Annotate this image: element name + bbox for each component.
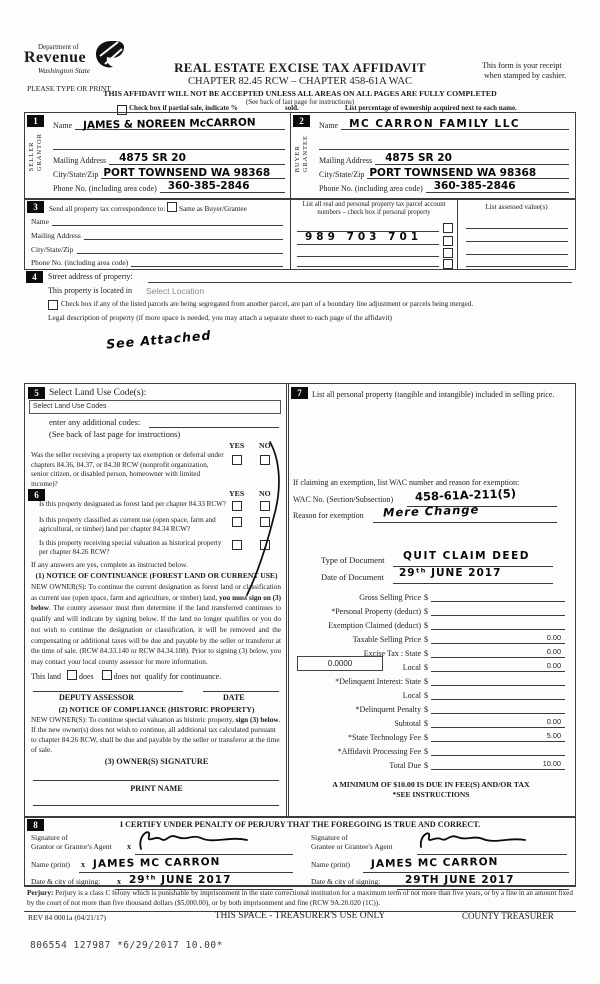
- grantee-sig-label1: Signature of: [311, 833, 348, 842]
- minimum-fee-note: A MINIMUM OF $10.00 IS DUE IN FEE(S) AND/OR TAX: [332, 780, 530, 789]
- compliance-text-post: . If the new owner(s) does not wish to continue, all additional tax calculated pursuant to chapter 84.26 RCW, shall be due and payable by the seller or transferor at the time of sale.: [31, 715, 281, 754]
- grantee-signing-area: [311, 833, 571, 886]
- land-use-dropdown[interactable]: [29, 400, 281, 414]
- buyer-blank-line[interactable]: [319, 148, 569, 150]
- grantor-name-line[interactable]: [79, 871, 293, 873]
- dollar-sign: $: [424, 649, 428, 658]
- parties-box: [24, 112, 576, 200]
- deputy-date-line[interactable]: [203, 690, 279, 692]
- legal-description-value: See Attached: [105, 327, 212, 352]
- current-use-no-checkbox[interactable]: [260, 517, 270, 527]
- subtotal-amount: 0.00: [546, 717, 561, 726]
- state-technology-fee-line[interactable]: [431, 730, 565, 742]
- parcel-personal-checkbox-4[interactable]: [443, 259, 453, 269]
- buyer-city-line[interactable]: [367, 167, 569, 179]
- assessed-line-3[interactable]: [466, 253, 568, 255]
- location-select-dropdown[interactable]: Select Location: [146, 286, 205, 296]
- seller-phone-row: [53, 181, 285, 193]
- deputy-assessor-line[interactable]: [33, 690, 183, 692]
- current-use-yes-checkbox[interactable]: [232, 517, 242, 527]
- grantee-name-value: JAMES MC CARRON: [370, 855, 499, 871]
- grantor-signature: [135, 827, 265, 855]
- send-correspondence-label: Send all property tax correspondence to:: [49, 205, 166, 213]
- seller-blank-line[interactable]: [53, 148, 285, 150]
- owner-signature-line[interactable]: [33, 779, 279, 781]
- grantee-name-line[interactable]: [363, 871, 569, 873]
- historic-yes-checkbox[interactable]: [232, 540, 242, 550]
- property-section: [24, 270, 574, 382]
- perjury-paragraph: [24, 886, 576, 912]
- forest-yes-checkbox[interactable]: [232, 501, 242, 511]
- seller-name-value: JAMES & NOREEN McCARRON: [83, 116, 256, 132]
- corr-city-label: City/State/Zip: [31, 245, 74, 254]
- corr-phone-label: Phone No. (including area code): [31, 258, 129, 267]
- buyer-city-value: PORT TOWNSEND WA 98368: [369, 167, 537, 179]
- land-use-box: [24, 383, 289, 818]
- forest-no-checkbox[interactable]: [260, 501, 270, 511]
- buyer-mailing-line[interactable]: [375, 153, 569, 165]
- personal-property-label: List all personal property (tangible and intangible) included in selling price.: [312, 390, 555, 399]
- street-address-line[interactable]: [148, 281, 572, 283]
- continuance-paragraph: [31, 582, 281, 668]
- legal-description-label: Legal description of property (if more space is needed, you may attach a separate sheet to each page of the affidavit): [48, 313, 392, 322]
- dollar-sign: $: [424, 691, 428, 700]
- compliance-paragraph: [31, 715, 281, 755]
- does-checkbox[interactable]: [67, 670, 77, 680]
- exemption-claimed-label: Exemption Claimed (deduct): [328, 621, 421, 630]
- buyer-name-row: [319, 118, 569, 130]
- grantor-date-value: 29ᵗʰ JUNE 2017: [129, 874, 232, 886]
- buyer-side-label: BUYER: [294, 145, 301, 173]
- seller-city-row: [53, 167, 285, 179]
- seller-phone-value: 360-385-2846: [167, 180, 250, 192]
- seller-city-label: City/State/Zip: [53, 170, 99, 179]
- dollar-sign: $: [424, 635, 428, 644]
- correspondence-box: [24, 198, 576, 270]
- dollar-sign: $: [424, 593, 428, 602]
- taxable-selling-price-label: Taxable Selling Price: [352, 635, 421, 644]
- does-label: does: [79, 672, 94, 681]
- fee-row-total-due: [293, 757, 565, 770]
- grantor-signing-area: [31, 833, 301, 886]
- see-back-note-2: (See back of last page for instructions): [49, 429, 181, 439]
- seller-city-value: PORT TOWNSEND WA 98368: [103, 167, 271, 179]
- form-title: REAL ESTATE EXCISE TAX AFFIDAVIT: [174, 60, 426, 75]
- this-land-label: This land: [31, 672, 61, 681]
- fee-row-delinquent-interest-local: [293, 687, 565, 700]
- section-6-number: 6: [28, 489, 45, 501]
- perjury-lead: Perjury:: [27, 889, 54, 897]
- ownership-note: List percentage of ownership acquired next to each name.: [345, 104, 517, 112]
- delinquent-interest-state-line[interactable]: [431, 674, 565, 686]
- parcel-line-3[interactable]: [297, 255, 439, 257]
- buyer-name-value: MC CARRON FAMILY LLC: [349, 118, 521, 130]
- compliance-text-bold: sign (3) below: [235, 715, 279, 724]
- parcel-personal-checkbox-2[interactable]: [443, 236, 453, 246]
- grantee-sig-label2: Grantee or Grantee's Agent: [311, 842, 393, 851]
- continuance-text-post: . The county assessor must then determine if the land transferred continues to qualify and will indicate by signing below. If the land no longer qualifies or you do not wish to continue the designation or classification, it will be removed and the compensating or additional taxes will be due and payable by the seller or transferor at the time of sale. (RCW 84.33.140 or RCW 84.34.108). Prior to signing (3) below, you may contact your local county assessor for more information.: [31, 604, 281, 666]
- excise-tax-local-amount: 0.00: [546, 661, 561, 670]
- dollar-sign: $: [424, 663, 428, 672]
- no-header-1: NO: [259, 441, 271, 450]
- exemption-reason-value: Mere Change: [382, 502, 480, 520]
- cashier-receipt-stamp: 806554 127987 *6/29/2017 10.00*: [30, 940, 223, 951]
- print-name-line[interactable]: [33, 804, 279, 806]
- receipt-note-line2: when stamped by cashier.: [484, 71, 567, 80]
- fee-row-gross: [293, 589, 565, 602]
- continuance-title: (1) NOTICE OF CONTINUANCE (FOREST LAND OR CURRENT USE): [35, 571, 278, 580]
- seller-phone-label: Phone No. (including area code): [53, 184, 157, 193]
- does-not-checkbox[interactable]: [102, 670, 112, 680]
- grantee-date-value: 29TH JUNE 2017: [405, 874, 515, 886]
- exemption-reason-label: Reason for exemption: [293, 511, 364, 520]
- document-date-label: Date of Document: [321, 572, 384, 582]
- if-yes-note: If any answers are yes, complete as instructed below.: [31, 560, 188, 569]
- compliance-text-pre: NEW OWNER(S): To continue special valuation as historic property,: [31, 715, 236, 724]
- buyer-phone-value: 360-385-2846: [433, 180, 516, 192]
- buyer-city-row: [319, 167, 569, 179]
- assessed-values-header: List assessed value(s): [485, 203, 548, 211]
- perjury-text: Perjury is a class C felony which is punishable by imprisonment in the state correctional institution for a maximum term of not more than five years, or by a fine in an amount fixed by the court of not more than five thousand dollars ($5,000.00), or by both imprisonment and fine (RCW 9A.20.020 (1C)).: [27, 889, 573, 907]
- dept-of-label: Department of: [38, 43, 79, 51]
- parties-divider: [290, 113, 291, 199]
- grantor-side-label: GRANTOR: [36, 133, 43, 172]
- current-use-question: Is this property classified as current use (open space, farm and agricultural, or timber) land per chapter 84.34 RCW?: [39, 516, 216, 533]
- seller-mailing-value: 4875 SR 20: [119, 152, 186, 164]
- compliance-title: (2) NOTICE OF COMPLIANCE (HISTORIC PROPERTY): [58, 705, 255, 714]
- taxable-selling-price-amount: 0.00: [546, 633, 561, 642]
- seller-phone-line[interactable]: [160, 181, 285, 193]
- send-correspondence-row: [49, 202, 247, 213]
- grantor-name-print-label: Name (print): [31, 860, 70, 869]
- buyer-name-label: Name: [319, 121, 339, 130]
- section-7-number: 7: [291, 387, 308, 399]
- corr-city-row: [31, 242, 283, 254]
- corr-mailing-row: [31, 228, 283, 240]
- corr-city-line[interactable]: [77, 242, 284, 254]
- form-revision-number: REV 84 0001a (04/21/17): [28, 913, 106, 922]
- exemption-no-checkbox[interactable]: [260, 455, 270, 465]
- grantee-date-label: Date & city of signing:: [311, 877, 381, 886]
- total-due-amount: 10.00: [542, 759, 561, 768]
- corr-divider-1: [290, 199, 291, 269]
- located-in-label: This property is located in: [48, 286, 132, 295]
- excise-tax-local-line[interactable]: [431, 660, 565, 672]
- qualify-label: qualify for continuance.: [144, 672, 222, 681]
- parcel-personal-checkbox-3[interactable]: [443, 248, 453, 258]
- buyer-mailing-row: [319, 153, 569, 165]
- subtotal-label: Subtotal: [394, 719, 421, 728]
- dollar-sign: $: [424, 761, 428, 770]
- seller-name-label: Name: [53, 121, 73, 130]
- grantor-date-label: Date & city of signing:: [31, 877, 101, 886]
- affidavit-processing-fee-line[interactable]: [431, 744, 565, 756]
- dollar-sign: $: [424, 719, 428, 728]
- delinquent-penalty-line[interactable]: [431, 702, 565, 714]
- historic-no-checkbox[interactable]: [260, 540, 270, 550]
- historic-question: Is this property receiving special valuation as historical property per chapter 84.26 RCW?: [39, 539, 222, 556]
- owner-signature-title: (3) OWNER(S) SIGNATURE: [104, 757, 209, 766]
- fee-row-personal: [293, 603, 565, 616]
- delinquent-interest-local-line[interactable]: [431, 688, 565, 700]
- parcel-personal-checkbox-1[interactable]: [443, 223, 453, 233]
- delinquent-interest-local-label: Local: [402, 691, 421, 700]
- no-header-2: NO: [259, 489, 271, 498]
- grantor-name-value: JAMES MC CARRON: [92, 855, 221, 871]
- section-3-number: 3: [27, 201, 44, 213]
- corr-phone-line[interactable]: [131, 255, 283, 267]
- dollar-sign: $: [424, 621, 428, 630]
- print-name-title: PRINT NAME: [130, 784, 183, 793]
- assessed-line-4[interactable]: [466, 265, 568, 267]
- washington-state-label: Washington State: [38, 66, 91, 75]
- local-rate-value: 0.0000: [327, 659, 353, 668]
- grantee-signature: [417, 827, 537, 855]
- document-date-line[interactable]: [393, 582, 553, 584]
- assessed-line-1[interactable]: [466, 227, 568, 229]
- dollar-sign: $: [424, 607, 428, 616]
- street-address-label: Street address of property:: [48, 272, 133, 281]
- exemption-yes-checkbox[interactable]: [232, 455, 242, 465]
- gross-selling-price-label: Gross Selling Price: [359, 593, 421, 602]
- parcel-numbers-header: List all real and personal property tax parcel account numbers – check box if personal property: [302, 201, 446, 217]
- segregated-label: Check box if any of the listed parcels are being segregated from another parcel, are part of a boundary line adjustment or parcels being merged.: [61, 300, 474, 308]
- grantor-date-x: x: [117, 877, 121, 886]
- affidavit-processing-fee-label: *Affidavit Processing Fee: [337, 747, 421, 756]
- document-date-value: 29ᵗʰ JUNE 2017: [399, 567, 502, 579]
- land-use-title: Select Land Use Code(s):: [49, 388, 147, 398]
- forest-land-question: Is this property designated as forest land per chapter 84.33 RCW?: [39, 500, 226, 508]
- segregated-checkbox[interactable]: [48, 300, 58, 310]
- buyer-mailing-value: 4875 SR 20: [385, 152, 452, 164]
- fee-row-excise-local: [293, 659, 565, 672]
- yes-header-1: YES: [229, 441, 245, 450]
- treasurer-space-label: THIS SPACE - TREASURER'S USE ONLY: [214, 911, 386, 921]
- does-not-label: does not: [113, 672, 141, 681]
- deputy-assessor-label: DEPUTY ASSESSOR: [59, 693, 135, 702]
- corr-phone-row: [31, 255, 283, 267]
- exemption-question: Was the seller receiving a property tax exemption or deferral under chapters 84.36, 84.37, or 84.38 RCW (nonprofit organization, senior citizen, or disabled person, homeowner with limited income)?: [31, 451, 224, 488]
- grantee-side-label: GRANTEE: [302, 135, 309, 173]
- document-type-label: Type of Document: [321, 555, 385, 565]
- fee-row-subtotal: [293, 715, 565, 728]
- additional-codes-label: enter any additional codes:: [49, 417, 141, 427]
- exemption-fees-box: [286, 383, 576, 818]
- deputy-date-label: DATE: [223, 693, 245, 702]
- dollar-sign: $: [424, 733, 428, 742]
- fee-row-delinquent-penalty: [293, 701, 565, 714]
- qualify-row: [31, 670, 221, 681]
- taxable-selling-price-line[interactable]: [431, 632, 565, 644]
- dollar-sign: $: [424, 747, 428, 756]
- section-8-number: 8: [27, 819, 44, 831]
- corr-mailing-line[interactable]: [84, 228, 283, 240]
- wac-number-label: WAC No. (Section/Subsection): [293, 495, 394, 504]
- parcel-line-4[interactable]: [297, 265, 439, 267]
- section-5-number: 5: [28, 387, 45, 399]
- fee-row-tech-fee: [293, 729, 565, 742]
- corr-name-line[interactable]: [52, 214, 283, 226]
- grantor-name-x: x: [81, 860, 85, 869]
- fee-row-delinquent-interest-state: [293, 673, 565, 686]
- buyer-name-line[interactable]: [341, 118, 569, 130]
- gross-selling-price-line[interactable]: [431, 590, 565, 602]
- buyer-city-label: City/State/Zip: [319, 170, 365, 179]
- document-type-value: QUIT CLAIM DEED: [403, 550, 530, 562]
- state-technology-fee-label: *State Technology Fee: [347, 733, 421, 742]
- certify-statement: I CERTIFY UNDER PENALTY OF PERJURY THAT THE FOREGOING IS TRUE AND CORRECT.: [119, 820, 481, 829]
- excise-tax-state-label: Excise Tax : State: [363, 649, 421, 658]
- excise-tax-local-label: Local: [402, 663, 421, 672]
- wac-number-value: 458-61A-211(5): [414, 486, 517, 504]
- corr-name-label: Name: [31, 217, 49, 226]
- additional-codes-line[interactable]: [149, 426, 279, 428]
- corr-name-row: [31, 214, 283, 226]
- buyer-phone-line[interactable]: [426, 181, 569, 193]
- section-2-number: 2: [293, 115, 310, 127]
- fee-row-taxable: [293, 631, 565, 644]
- personal-property-deduct-label: *Personal Property (deduct): [331, 607, 421, 616]
- seller-grantor-side-label: [28, 133, 43, 171]
- state-technology-fee-amount: 5.00: [546, 731, 561, 740]
- subtotal-line[interactable]: [431, 716, 565, 728]
- parcel-line-2[interactable]: [297, 243, 439, 245]
- continuance-text-pre: NEW OWNER(S): To continue the current designation as forest land or classification as current use (open space, farm and agriculture, or timber) land,: [31, 583, 281, 602]
- seller-name-row: [53, 118, 285, 130]
- excise-tax-state-amount: 0.00: [546, 647, 561, 656]
- yes-header-2: YES: [229, 489, 245, 498]
- fee-row-processing-fee: [293, 743, 565, 756]
- see-instructions-note: *SEE INSTRUCTIONS: [392, 790, 470, 799]
- seller-mailing-line[interactable]: [109, 153, 285, 165]
- grantor-sig-label2: Grantor or Grantor's Agent: [31, 842, 112, 851]
- grantor-sig-label1: Signature of: [31, 833, 68, 842]
- buyer-phone-row: [319, 181, 569, 193]
- seller-side-label: SELLER: [28, 141, 35, 172]
- delinquent-interest-state-label: *Delinquent Interest: State: [335, 677, 421, 686]
- receipt-note-line1: This form is your receipt: [482, 61, 562, 70]
- exemption-claimed-line[interactable]: [431, 618, 565, 630]
- parcel-number-value: 989 703 701: [305, 231, 423, 243]
- seller-mailing-row: [53, 153, 285, 165]
- dollar-sign: $: [424, 705, 428, 714]
- corr-mailing-label: Mailing Address: [31, 231, 81, 240]
- certification-box: [24, 816, 576, 886]
- total-due-label: Total Due: [389, 761, 421, 770]
- continuance-text-bold: you must sign on (3) below: [31, 593, 282, 613]
- delinquent-penalty-label: *Delinquent Penalty: [355, 705, 421, 714]
- assessed-line-2[interactable]: [466, 240, 568, 242]
- seller-city-line[interactable]: [101, 167, 285, 179]
- buyer-phone-label: Phone No. (including area code): [319, 184, 423, 193]
- same-as-buyer-checkbox[interactable]: [167, 202, 177, 212]
- excise-tax-state-line[interactable]: [431, 646, 565, 658]
- dollar-sign: $: [424, 677, 428, 686]
- warning-line: THIS AFFIDAVIT WILL NOT BE ACCEPTED UNLESS ALL AREAS ON ALL PAGES ARE FULLY COMPLETED: [103, 89, 497, 98]
- seller-mailing-label: Mailing Address: [53, 156, 107, 165]
- land-use-dropdown-value: Select Land Use Codes: [33, 403, 107, 410]
- section-4-number: 4: [26, 271, 43, 283]
- exemption-reason-line[interactable]: [373, 521, 557, 523]
- see-back-note: (See back of last page for instructions): [245, 98, 355, 106]
- county-treasurer-label: COUNTY TREASURER: [462, 911, 554, 921]
- claim-exemption-label: If claiming an exemption, list WAC number and reason for exemption:: [293, 478, 520, 487]
- revenue-logo-text: Revenue: [24, 49, 87, 66]
- fee-row-exemption: [293, 617, 565, 630]
- personal-property-deduct-line[interactable]: [431, 604, 565, 616]
- buyer-mailing-label: Mailing Address: [319, 156, 373, 165]
- section-1-number: 1: [27, 115, 44, 127]
- buyer-grantee-side-label: [294, 135, 309, 172]
- grantee-name-print-label: Name (print): [311, 860, 350, 869]
- please-type-note: PLEASE TYPE OR PRINT: [27, 84, 111, 93]
- chapter-subtitle: CHAPTER 82.45 RCW – CHAPTER 458-61A WAC: [188, 76, 412, 87]
- sold-label: sold.: [285, 104, 299, 112]
- partial-sale-label: Check box if partial sale, indicate %: [129, 104, 238, 112]
- grantor-sig-x: x: [127, 842, 131, 851]
- total-due-line[interactable]: [431, 758, 565, 770]
- same-as-buyer-label: Same as Buyer/Grantee: [178, 205, 247, 213]
- seller-name-line[interactable]: [75, 118, 285, 130]
